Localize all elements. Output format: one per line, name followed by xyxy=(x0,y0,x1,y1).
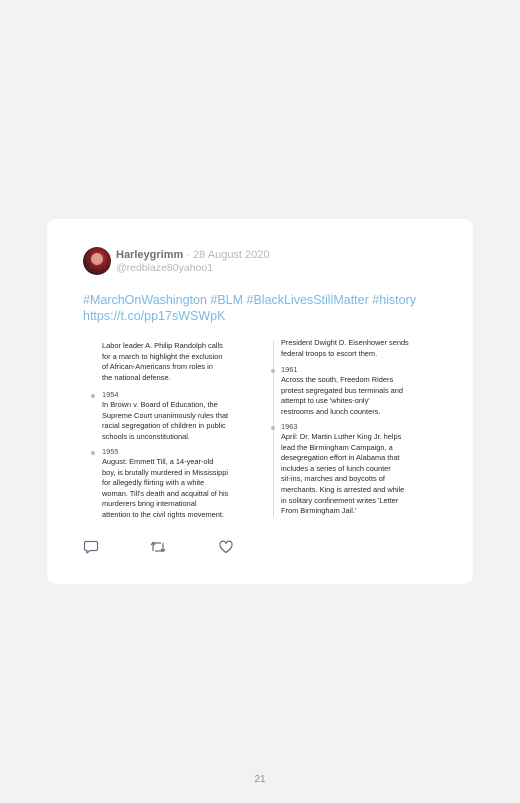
timeline-left-column xyxy=(83,335,263,519)
hashtags[interactable]: #MarchOnWashington #BLM #BlackLivesStillMatter #history xyxy=(83,293,417,307)
avatar[interactable] xyxy=(83,247,111,275)
display-name[interactable]: Harleygrimm xyxy=(116,249,184,261)
header-separator: · xyxy=(186,249,190,261)
timeline-dot xyxy=(271,369,275,373)
timeline-year: 1961 xyxy=(281,365,298,374)
reply-icon xyxy=(83,539,99,555)
tweet-link[interactable]: https://t.co/pp17sWSWpK xyxy=(83,309,226,323)
retweet-button[interactable] xyxy=(149,539,167,557)
tweet-actions xyxy=(83,539,283,557)
timeline-year: 1963 xyxy=(281,422,298,431)
timeline-entry-text: President Dwight D. Eisenhower sends federal troops to escort them. xyxy=(281,338,409,358)
timeline-right-column xyxy=(273,335,443,519)
timeline-year: 1954 xyxy=(102,390,119,399)
page-number: 21 xyxy=(254,774,266,785)
timeline-entry-text: August: Emmett Till, a 14-year-old boy, is brutally murdered in Mississippi for allegedly flirting with a white woman. Till's death and acquittal of his murderers bring international attention to the civil rights movement. xyxy=(102,457,229,519)
heart-icon xyxy=(218,539,234,555)
timeline-entry-text: Across the south, Freedom Riders protest segregated bus terminals and attempt to use 'whites-only' restrooms and lunch counters. xyxy=(281,375,404,416)
timeline-year: 1955 xyxy=(102,447,119,456)
tweet-text xyxy=(83,292,453,324)
like-button[interactable] xyxy=(218,539,236,557)
user-handle[interactable]: @redblaze80yahoo1 xyxy=(116,262,214,274)
timeline-entry-text: Labor leader A. Philip Randolph calls for a march to highlight the exclusion of African-Americans from roles in the national defense. xyxy=(102,341,223,382)
tweet-media-image[interactable] xyxy=(83,335,443,519)
timeline-dot xyxy=(91,451,95,455)
timeline-dot xyxy=(91,394,95,398)
timeline-dot xyxy=(271,426,275,430)
tweet-date[interactable]: 28 August 2020 xyxy=(193,249,270,261)
retweet-icon xyxy=(149,539,167,555)
tweet-card xyxy=(47,219,473,584)
timeline-entry-text: April: Dr. Martin Luther King Jr. helps lead the Birmingham Campaign, a desegregation effort in Alabama that includes a series of lunch counter sit-ins, marches and boycotts of merchants. King is arrested and while in solitary confinement writes 'Letter From Birmingham Jail.' xyxy=(281,432,405,516)
reply-button[interactable] xyxy=(83,539,101,557)
tweet-header xyxy=(116,248,270,262)
timeline-entry-text: In Brown v. Board of Education, the Supreme Court unanimously rules that racial segregation of children in public schools is unconstitutional. xyxy=(102,400,229,441)
